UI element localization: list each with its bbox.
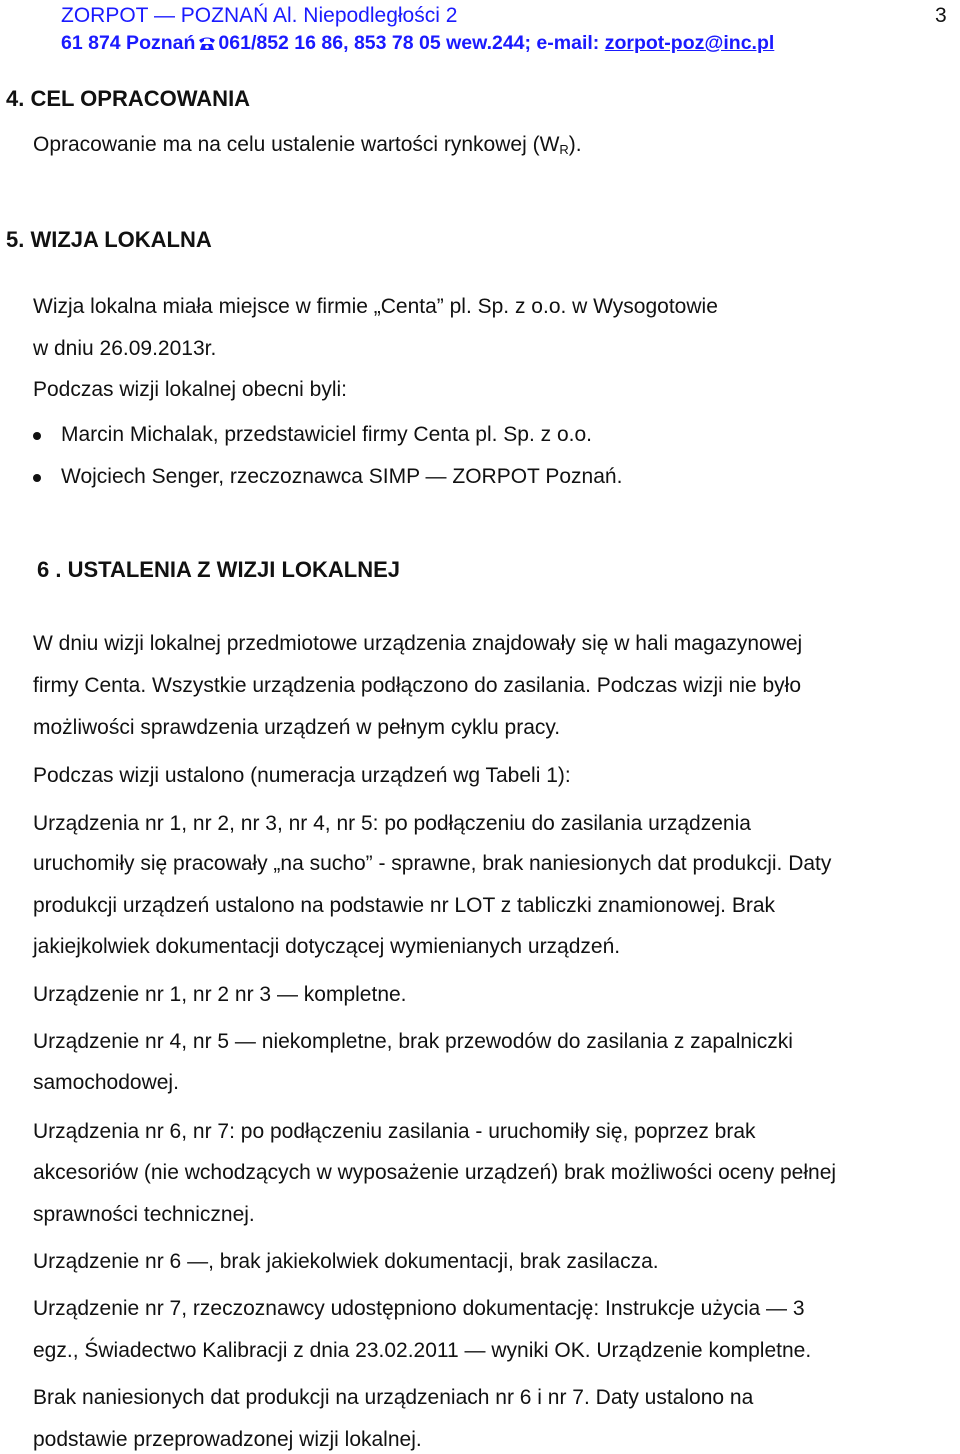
section-5-heading: 5. WIZJA LOKALNA (6, 227, 212, 252)
section-6-line: Urządzenie nr 1, nr 2 nr 3 — kompletne. (33, 983, 407, 1006)
section-5-line: Wizja lokalna miała miejsce w firmie „Centa” pl. Sp. z o.o. w Wysogotowie (33, 295, 718, 318)
section-6-line: Brak naniesionych dat produkcji na urządzeniach nr 6 i nr 7. Daty ustalono na (33, 1386, 754, 1409)
contact-line (61, 32, 774, 55)
bullet-icon (33, 432, 41, 440)
section-6-line: Urządzenie nr 4, nr 5 — niekompletne, brak przewodów do zasilania z zapalniczki (33, 1030, 793, 1053)
page-number: 3 (935, 4, 947, 27)
section-6-line: W dniu wizji lokalnej przedmiotowe urządzenia znajdowały się w hali magazynowej (33, 632, 803, 655)
value-subscript: R (559, 142, 569, 157)
purpose-text: Opracowanie ma na celu ustalenie wartości rynkowej (W (33, 133, 560, 156)
phone-numbers: 061/852 16 86, 853 78 05 wew.244; e-mail: (218, 32, 600, 54)
section-5-line: Podczas wizji lokalnej obecni byli: (33, 378, 347, 401)
section-5-line: w dniu 26.09.2013r. (33, 337, 217, 360)
postal-city: 61 874 Poznań (61, 32, 196, 54)
attendee-text: Marcin Michalak, przedstawiciel firmy Centa pl. Sp. z o.o. (61, 423, 593, 446)
section-4-heading: 4. CEL OPRACOWANIA (6, 86, 251, 111)
purpose-text-end: ). (568, 133, 582, 156)
section-6-line: jakiejkolwiek dokumentacji dotyczącej wymienianych urządzeń. (33, 935, 621, 958)
section-6-line: Urządzenia nr 6, nr 7: po podłączeniu zasilania - uruchomiły się, poprzez brak (33, 1120, 756, 1143)
section-6-line: egz., Świadectwo Kalibracji z dnia 23.02.2011 — wyniki OK. Urządzenie kompletne. (33, 1339, 812, 1362)
company-address: ZORPOT — POZNAŃ Al. Niepodległości 2 (61, 4, 458, 27)
section-6-line: możliwości sprawdzenia urządzeń w pełnym cyklu pracy. (33, 716, 561, 739)
attendee-text: Wojciech Senger, rzeczoznawca SIMP — ZORPOT Poznań. (61, 465, 623, 488)
section-6-line: Podczas wizji ustalono (numeracja urządzeń wg Tabeli 1): (33, 764, 571, 787)
section-6-line: podstawie przeprowadzonej wizji lokalnej. (33, 1428, 422, 1451)
section-6-line: sprawności technicznej. (33, 1203, 255, 1226)
bullet-icon (33, 474, 41, 482)
section-6-line: Urządzenie nr 7, rzeczoznawcy udostępniono dokumentację: Instrukcje użycia — 3 (33, 1297, 805, 1320)
section-6-line: akcesoriów (nie wchodzących w wyposażenie urządzeń) brak możliwości oceny pełnej (33, 1161, 837, 1184)
section-6-line: Urządzenie nr 6 —, brak jakiekolwiek dokumentacji, brak zasilacza. (33, 1250, 659, 1273)
section-6-heading: 6 . USTALENIA Z WIZJI LOKALNEJ (37, 557, 401, 582)
section-6-line: Urządzenia nr 1, nr 2, nr 3, nr 4, nr 5: po podłączeniu do zasilania urządzenia (33, 812, 751, 835)
section-6-line: produkcji urządzeń ustalono na podstawie nr LOT z tabliczki znamionowej. Brak (33, 894, 775, 917)
telephone-icon (198, 35, 216, 51)
section-6-line: uruchomiły się pracowały „na sucho” - sprawne, brak naniesionych dat produkcji. Daty (33, 852, 832, 875)
section-4-text (33, 133, 582, 157)
section-6-line: samochodowej. (33, 1071, 179, 1094)
section-6-line: firmy Centa. Wszystkie urządzenia podłączono do zasilania. Podczas wizji nie było (33, 674, 802, 697)
email-link[interactable]: zorpot-poz@inc.pl (604, 32, 775, 54)
